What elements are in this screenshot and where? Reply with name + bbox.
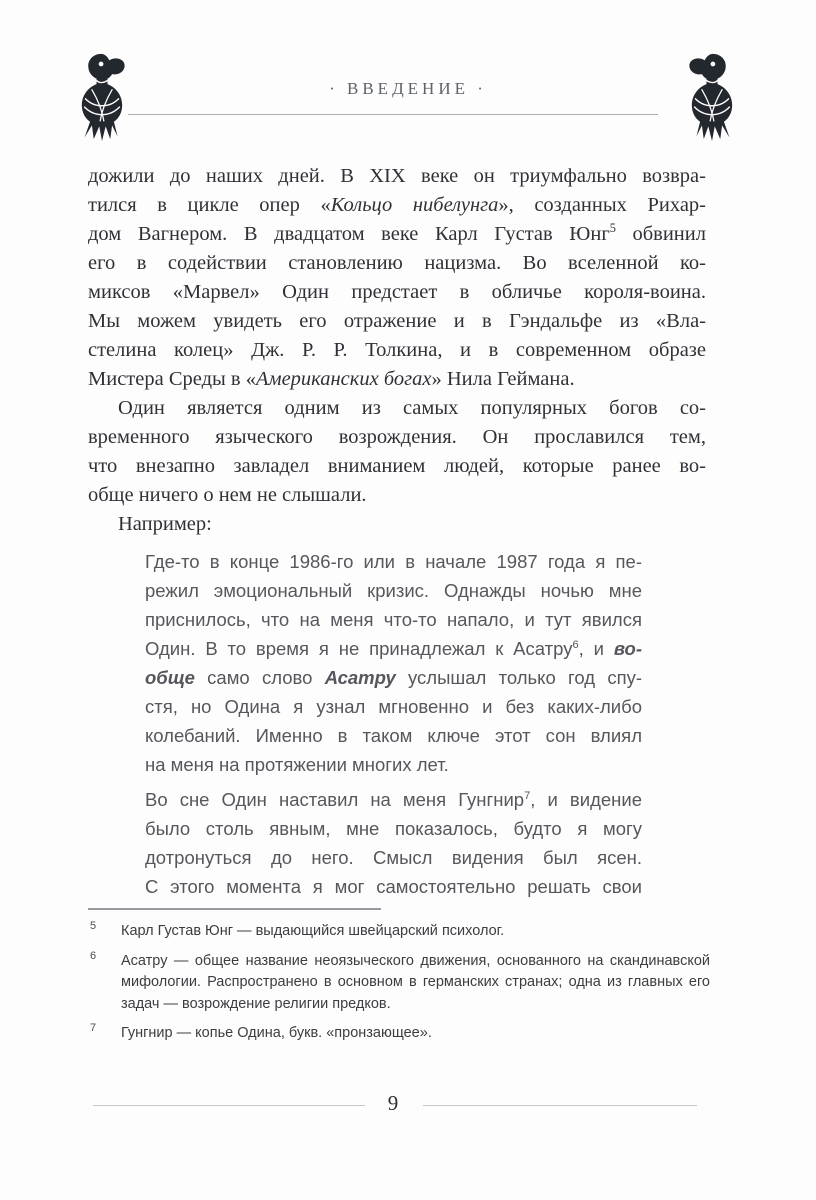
footnote-ref: 5: [609, 221, 616, 236]
text-line: задач — возрождение религии предков.: [121, 995, 391, 1012]
text-line: Мы можем увидеть его отражение и в Гэндальфе из «Вла-: [88, 310, 706, 332]
raven-ornament-right: [684, 53, 740, 141]
body-paragraph: [88, 394, 706, 510]
footnotes: [88, 921, 710, 1053]
text-line: обще само слово Асатру услышал только год спу-: [145, 667, 642, 688]
text-line: режил эмоциональный кризис. Однажды ночью мне: [145, 580, 642, 601]
emphasized-text: Американских богах: [255, 368, 432, 390]
quote-paragraph: [145, 547, 642, 779]
footnote-number: 5: [90, 920, 97, 932]
footnote-number: 7: [90, 1022, 97, 1034]
text-line: Асатру — общее название неоязыческого движения, основанного на скандинавской: [121, 952, 710, 969]
body-paragraph: [88, 162, 706, 394]
text-line: Во сне Один наставил на меня Гунгнир$^7$, и видение: [145, 789, 642, 810]
running-head: · ВВЕДЕНИЕ ·: [329, 79, 487, 98]
text-line: миксов «Марвел» Один предстает в обличье короля-воина.: [88, 281, 706, 303]
text-line: Карл Густав Юнг — выдающийся швейцарский психолог.: [121, 923, 505, 939]
text-line: мифологии. Распространено в основном в германских странах; одна из главных его: [121, 974, 710, 990]
text-line: стя, но Одина я узнал мгновенно и без каких-либо: [145, 696, 642, 717]
text-line: на меня на протяжении многих лет.: [145, 754, 449, 775]
text-line: стелина колец» Дж. Р. Р. Толкина, и в современном образе: [88, 339, 706, 361]
text-line: дом Вагнером. В двадцатом веке Карл Густав Юнг$^5$ обвинил: [88, 221, 706, 245]
footnote-number: 6: [90, 949, 97, 962]
raven-knotwork-icon: [684, 53, 740, 141]
page-footer: [0, 1090, 816, 1122]
footnote-ref: 6: [572, 638, 579, 651]
text-line: что внезапно завладел вниманием людей, которые ранее во-: [88, 455, 706, 477]
text-line: временного языческого возрождения. Он прославился тем,: [88, 426, 706, 448]
text-line: обще ничего о нем не слышали.: [88, 484, 367, 506]
footnote: [88, 921, 710, 943]
text-line: Гунгнир — копье Одина, букв. «пронзающее».: [121, 1025, 432, 1041]
text-line: тился в цикле опер «Кольцо нибелунга», созданных Рихар-: [88, 194, 706, 216]
text-line: дотронуться до него. Смысл видения был ясен.: [145, 847, 642, 868]
footnote: [88, 1023, 710, 1045]
emphasized-text: Асатру: [324, 667, 396, 688]
text-line: С этого момента я мог самостоятельно решать свои: [145, 876, 642, 897]
text-line: Один. В то время я не принадлежал к Асатру$^6$, и во-: [145, 638, 642, 659]
text-line: его в содействии становлению нацизма. Во вселенной ко-: [88, 252, 706, 274]
text-line: дожили до наших дней. В XIX веке он триумфально возвра-: [88, 165, 706, 187]
header-rule: [128, 114, 658, 115]
text-line: приснилось, что на меня что-то напало, и тут явился: [145, 609, 642, 630]
text-line: Один является одним из самых популярных богов со-: [118, 397, 706, 419]
page-number: 9: [387, 1091, 399, 1115]
text-line: Например:: [118, 513, 212, 535]
text-line: Мистера Среды в «Американских богах» Нила Геймана.: [88, 368, 575, 390]
footer-rule-right: [423, 1105, 697, 1106]
text-column: [88, 162, 706, 901]
quote-paragraph: [145, 785, 642, 901]
body-paragraph: [88, 510, 706, 539]
footnote-separator: [88, 908, 381, 910]
emphasized-text: во-: [613, 638, 642, 659]
footnote-ref: 7: [524, 789, 531, 802]
footnote: [88, 951, 710, 1016]
emphasized-text: Кольцо нибелунга: [330, 194, 499, 216]
text-line: колебаний. Именно в таком ключе этот сон влиял: [145, 725, 642, 746]
text-line: Где-то в конце 1986-го или в начале 1987 года я пе-: [145, 551, 642, 572]
emphasized-text: обще: [145, 667, 195, 688]
text-line: было столь явным, мне показалось, будто я могу: [145, 818, 642, 839]
